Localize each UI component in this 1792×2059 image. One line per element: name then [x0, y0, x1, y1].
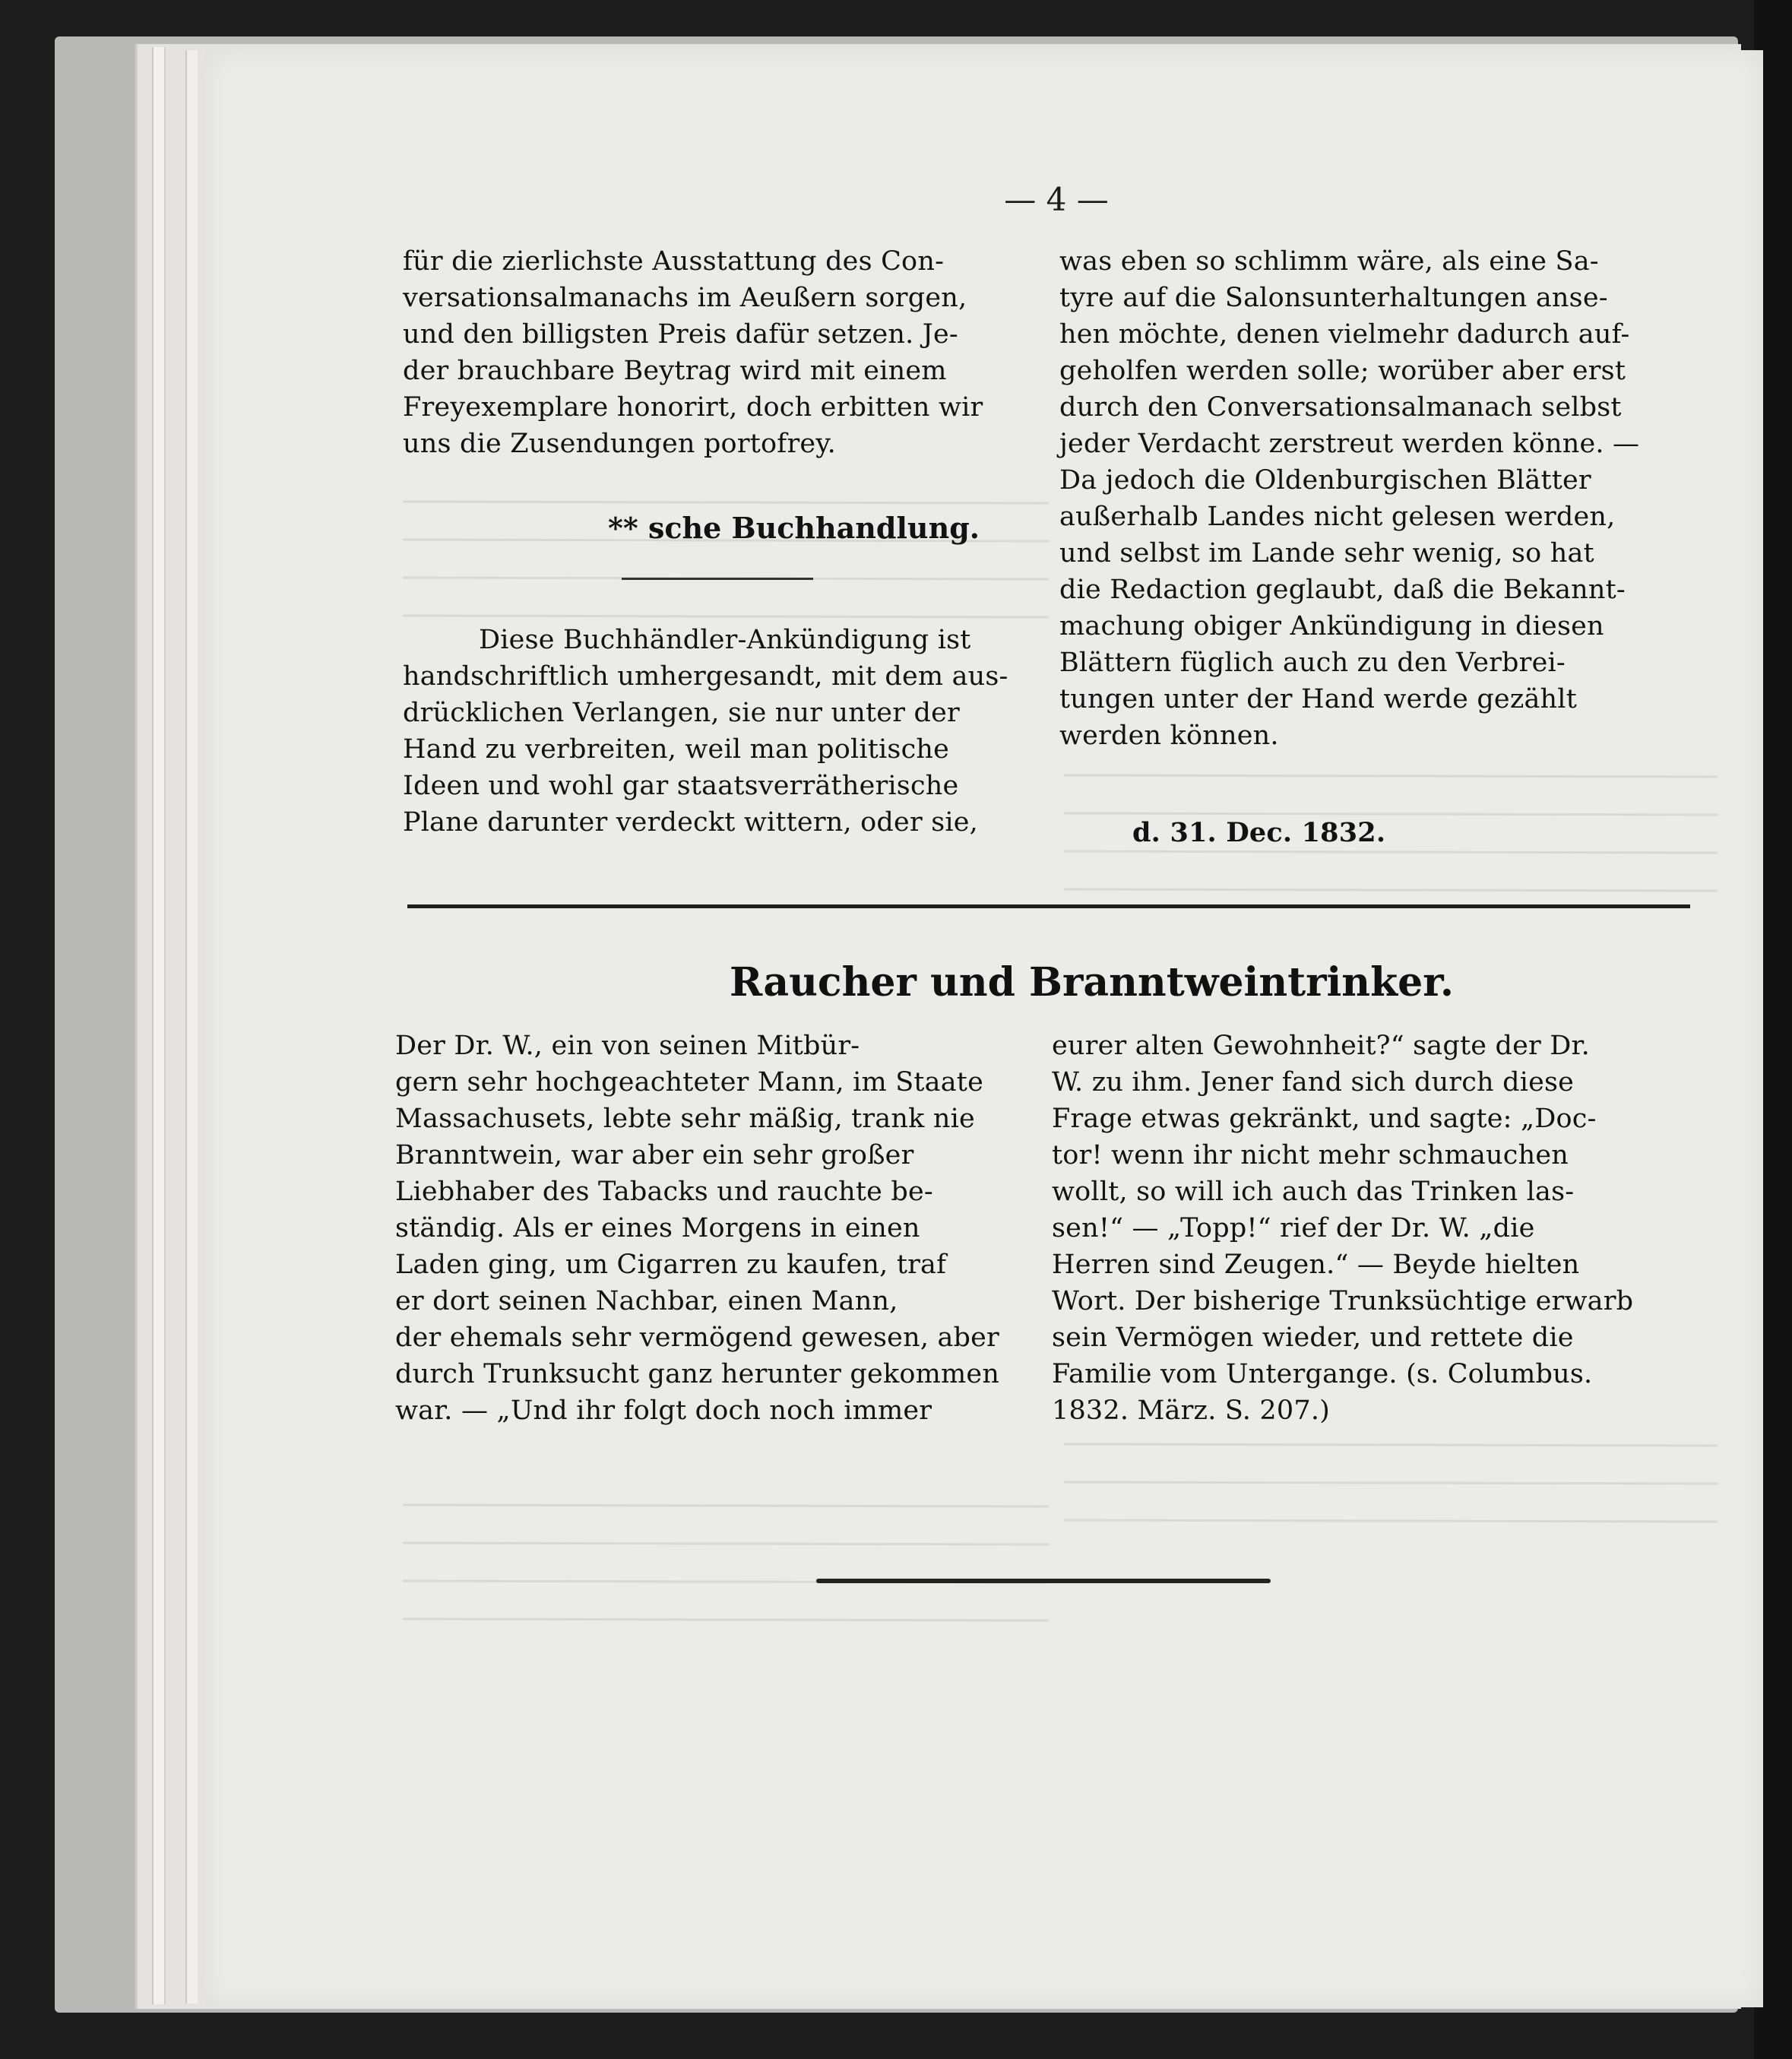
- text-line: wollt, so will ich auch das Trinken las-: [1052, 1177, 1575, 1207]
- text-line: die Redaction geglaubt, daß die Bekannt-: [1059, 575, 1626, 605]
- text-line: Plane darunter verdeckt wittern, oder sie,: [403, 807, 979, 838]
- text-line: drücklichen Verlangen, sie nur unter der: [403, 698, 960, 728]
- publisher-signature: ** sche Buchhandlung.: [608, 511, 980, 545]
- text-line: und selbst im Lande sehr wenig, so hat: [1059, 538, 1594, 569]
- page-edge: [152, 47, 166, 2004]
- text-line: Der Dr. W., ein von seinen Mitbür-: [395, 1031, 860, 1061]
- text-line: Frage etwas gekränkt, und sagte: „Doc-: [1052, 1104, 1597, 1134]
- text-line: Massachusets, lebte sehr mäßig, trank nie: [395, 1104, 975, 1134]
- text-line: jeder Verdacht zerstreut werden könne. —: [1059, 429, 1640, 459]
- text-line: Familie vom Untergange. (s. Columbus.: [1052, 1359, 1593, 1389]
- text-line: Hand zu verbreiten, weil man politische: [403, 734, 950, 765]
- notice-date: d. 31. Dec. 1832.: [1132, 817, 1386, 848]
- section-divider: [622, 578, 813, 580]
- article-left-column: [395, 1028, 1034, 1429]
- page-edge: [185, 50, 198, 2004]
- commentary-left-column: [403, 622, 1037, 841]
- text-line: sein Vermögen wieder, und rettete die: [1052, 1323, 1574, 1353]
- text-line: durch Trunksucht ganz herunter gekommen: [395, 1359, 1000, 1389]
- text-line: Da jedoch die Oldenburgischen Blätter: [1059, 465, 1591, 496]
- text-line: was eben so schlimm wäre, als eine Sa-: [1059, 246, 1599, 277]
- text-line: war. — „Und ihr folgt doch noch immer: [395, 1395, 932, 1426]
- text-line: Blättern füglich auch zu den Verbrei-: [1059, 648, 1566, 678]
- text-line: ständig. Als er eines Morgens in einen: [395, 1213, 920, 1243]
- text-line: er dort seinen Nachbar, einen Mann,: [395, 1286, 898, 1316]
- text-line: tor! wenn ihr nicht mehr schmauchen: [1052, 1140, 1569, 1170]
- text-line: der brauchbare Beytrag wird mit einem: [403, 356, 947, 386]
- text-line: machung obiger Ankündigung in diesen: [1059, 611, 1604, 641]
- text-line: und den billigsten Preis dafür setzen. Je-: [403, 319, 958, 350]
- text-line: Liebhaber des Tabacks und rauchte be-: [395, 1177, 933, 1207]
- text-line: gern sehr hochgeachteter Mann, im Staate: [395, 1067, 983, 1098]
- article-right-column: [1052, 1028, 1690, 1429]
- end-rule: [816, 1579, 1271, 1583]
- text-line: W. zu ihm. Jener fand sich durch diese: [1052, 1067, 1575, 1098]
- article-heading: Raucher und Branntweintrinker.: [730, 959, 1454, 1006]
- text-line: für die zierlichste Ausstattung des Con-: [403, 246, 945, 277]
- text-line: Diese Buchhändler-Ankündigung ist: [479, 625, 971, 655]
- text-line: handschriftlich umhergesandt, mit dem aus-: [403, 661, 1008, 692]
- text-line: Wort. Der bisherige Trunksüchtige erwarb: [1052, 1286, 1634, 1316]
- text-line: außerhalb Landes nicht gelesen werden,: [1059, 502, 1616, 532]
- text-line: der ehemals sehr vermögend gewesen, aber: [395, 1323, 999, 1353]
- text-line: Ideen und wohl gar staatsverrätherische: [403, 771, 959, 801]
- text-line: eurer alten Gewohnheit?“ sagte der Dr.: [1052, 1031, 1590, 1061]
- text-line: geholfen werden solle; worüber aber erst: [1059, 356, 1626, 386]
- page-number: — 4 —: [1004, 181, 1109, 218]
- notice-left-column: [403, 243, 1037, 462]
- text-line: hen möchte, denen vielmehr dadurch auf-: [1059, 319, 1630, 350]
- text-line: tungen unter der Hand werde gezählt: [1059, 684, 1577, 714]
- text-line: Herren sind Zeugen.“ — Beyde hielten: [1052, 1250, 1580, 1280]
- text-line: versationsalmanachs im Aeußern sorgen,: [403, 283, 967, 313]
- text-line: uns die Zusendungen portofrey.: [403, 429, 836, 459]
- text-line: tyre auf die Salonsunterhaltungen anse-: [1059, 283, 1608, 313]
- text-line: sen!“ — „Topp!“ rief der Dr. W. „die: [1052, 1213, 1535, 1243]
- notice-right-column: [1059, 243, 1690, 754]
- text-line: Laden ging, um Cigarren zu kaufen, traf: [395, 1250, 947, 1280]
- text-line: durch den Conversationsalmanach selbst: [1059, 392, 1622, 423]
- text-line: Freyexemplare honorirt, doch erbitten wir: [403, 392, 983, 423]
- text-line: 1832. März. S. 207.): [1052, 1395, 1331, 1426]
- text-line: Branntwein, war aber ein sehr großer: [395, 1140, 914, 1170]
- article-divider: [407, 904, 1690, 908]
- text-line: werden können.: [1059, 721, 1279, 751]
